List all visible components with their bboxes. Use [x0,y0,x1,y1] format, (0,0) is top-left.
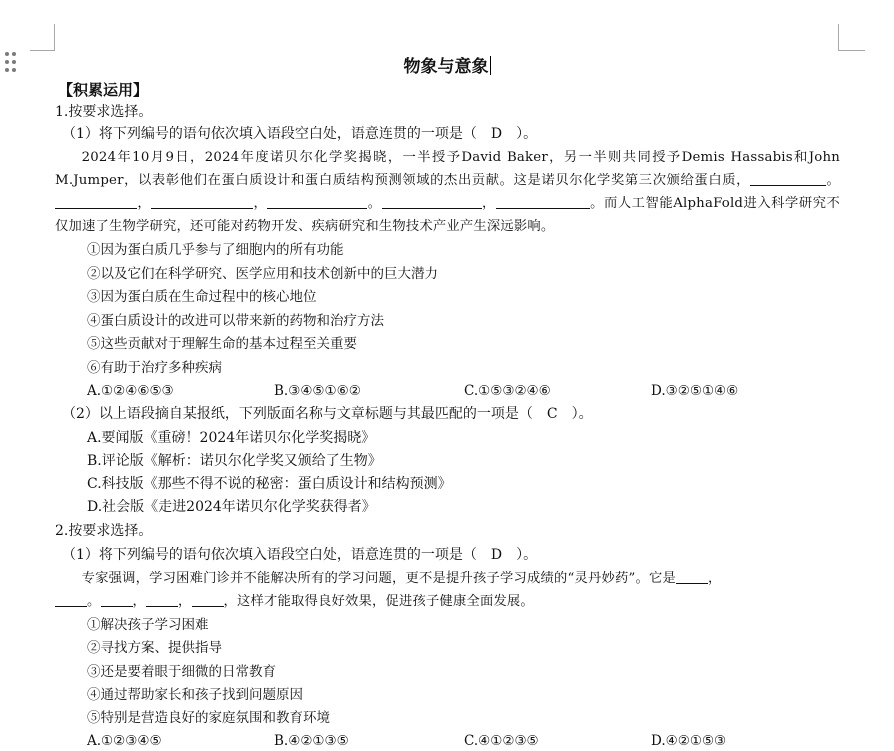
q2-option-d: D.④②①⑤③ [651,733,727,749]
document-title[interactable]: 物象与意象 [403,57,489,77]
q1-option-a: A.①②④⑥⑤③ [87,383,174,399]
question-1-part-1-stem: （1）将下列编号的语句依次填入语段空白处，语意连贯的一项是（ D ）。 [62,126,538,142]
q1-list-item: ③因为蛋白质在生命过程中的核心地位 [87,289,317,305]
q2-list-item: ⑤特别是营造良好的家庭氛围和教育环境 [87,710,330,726]
question-2-stem: 2.按要求选择。 [55,523,153,539]
section-heading: 【积累运用】 [58,81,149,99]
page-margin-corner-top-left [30,24,55,51]
q2-option-b: B.④②①③⑤ [274,733,349,749]
q1-part2-option-a: A.要闻版《重磅！2024年诺贝尔化学奖揭晓》 [87,430,376,446]
question-1-passage: 2024年10月9日，2024年度诺贝尔化学奖揭晓，一半授予David Baker，另一半则共同授予Demis Hassabis和John M.Jumper，以表彰他们在蛋白质设计和蛋白质结构预测领域的杰出贡献。这是诺贝尔化学奖第三次颁给蛋白质， 。， ， 。 ， 。而人工智能AlphaFold进入科学研究不仅加速了生物学研究，还可能对药物开发、疾病研究和生物技术产业产生深远影响。 [55,150,841,234]
text-cursor [490,56,491,75]
q1-part2-option-d: D.社会版《走进2024年诺贝尔化学奖获得者》 [87,499,376,515]
q1-option-b: B.③④⑤①⑥② [274,383,361,399]
question-2-passage: 专家强调，学习困难门诊并不能解决所有的学习问题，更不是提升孩子学习成绩的“灵丹妙药”。它是 ， 。 ， ， ，这样才能取得良好效果，促进孩子健康全面发展。 [55,567,840,613]
q1-part2-option-b: B.评论版《解析：诺贝尔化学奖又颁给了生物》 [87,453,382,469]
q1-list-item: ⑥有助于治疗多种疾病 [87,360,222,376]
q2-list-item: ①解决孩子学习困难 [87,617,209,633]
page-margin-corner-top-right [838,24,865,51]
q2-list-item: ②寻找方案、提供指导 [87,640,222,656]
question-1-part-2-stem: （2）以上语段摘自某报纸，下列版面名称与文章标题与其最匹配的一项是（ C ）。 [62,406,593,422]
q1-list-item: ⑤这些贡献对于理解生命的基本过程至关重要 [87,336,357,352]
q1-list-item: ④蛋白质设计的改进可以带来新的药物和治疗方法 [87,313,384,329]
q1-list-item: ①因为蛋白质几乎参与了细胞内的所有功能 [87,242,344,258]
question-1-stem: 1.按要求选择。 [55,104,153,120]
q1-list-item: ②以及它们在科学研究、医学应用和技术创新中的巨大潜力 [87,266,438,282]
q2-list-item: ③还是要着眼于细微的日常教育 [87,664,276,680]
q2-option-c: C.④①②③⑤ [464,733,539,749]
q2-option-a: A.①②③④⑤ [87,733,162,749]
q1-option-c: C.①⑤③②④⑥ [464,383,551,399]
question-2-part-1-stem: （1）将下列编号的语句依次填入语段空白处，语意连贯的一项是（ D ）。 [62,547,538,563]
q1-option-d: D.③②⑤①④⑥ [651,383,739,399]
q1-part2-option-c: C.科技版《那些不得不说的秘密：蛋白质设计和结构预测》 [87,476,452,492]
q2-list-item: ④通过帮助家长和孩子找到问题原因 [87,687,303,703]
